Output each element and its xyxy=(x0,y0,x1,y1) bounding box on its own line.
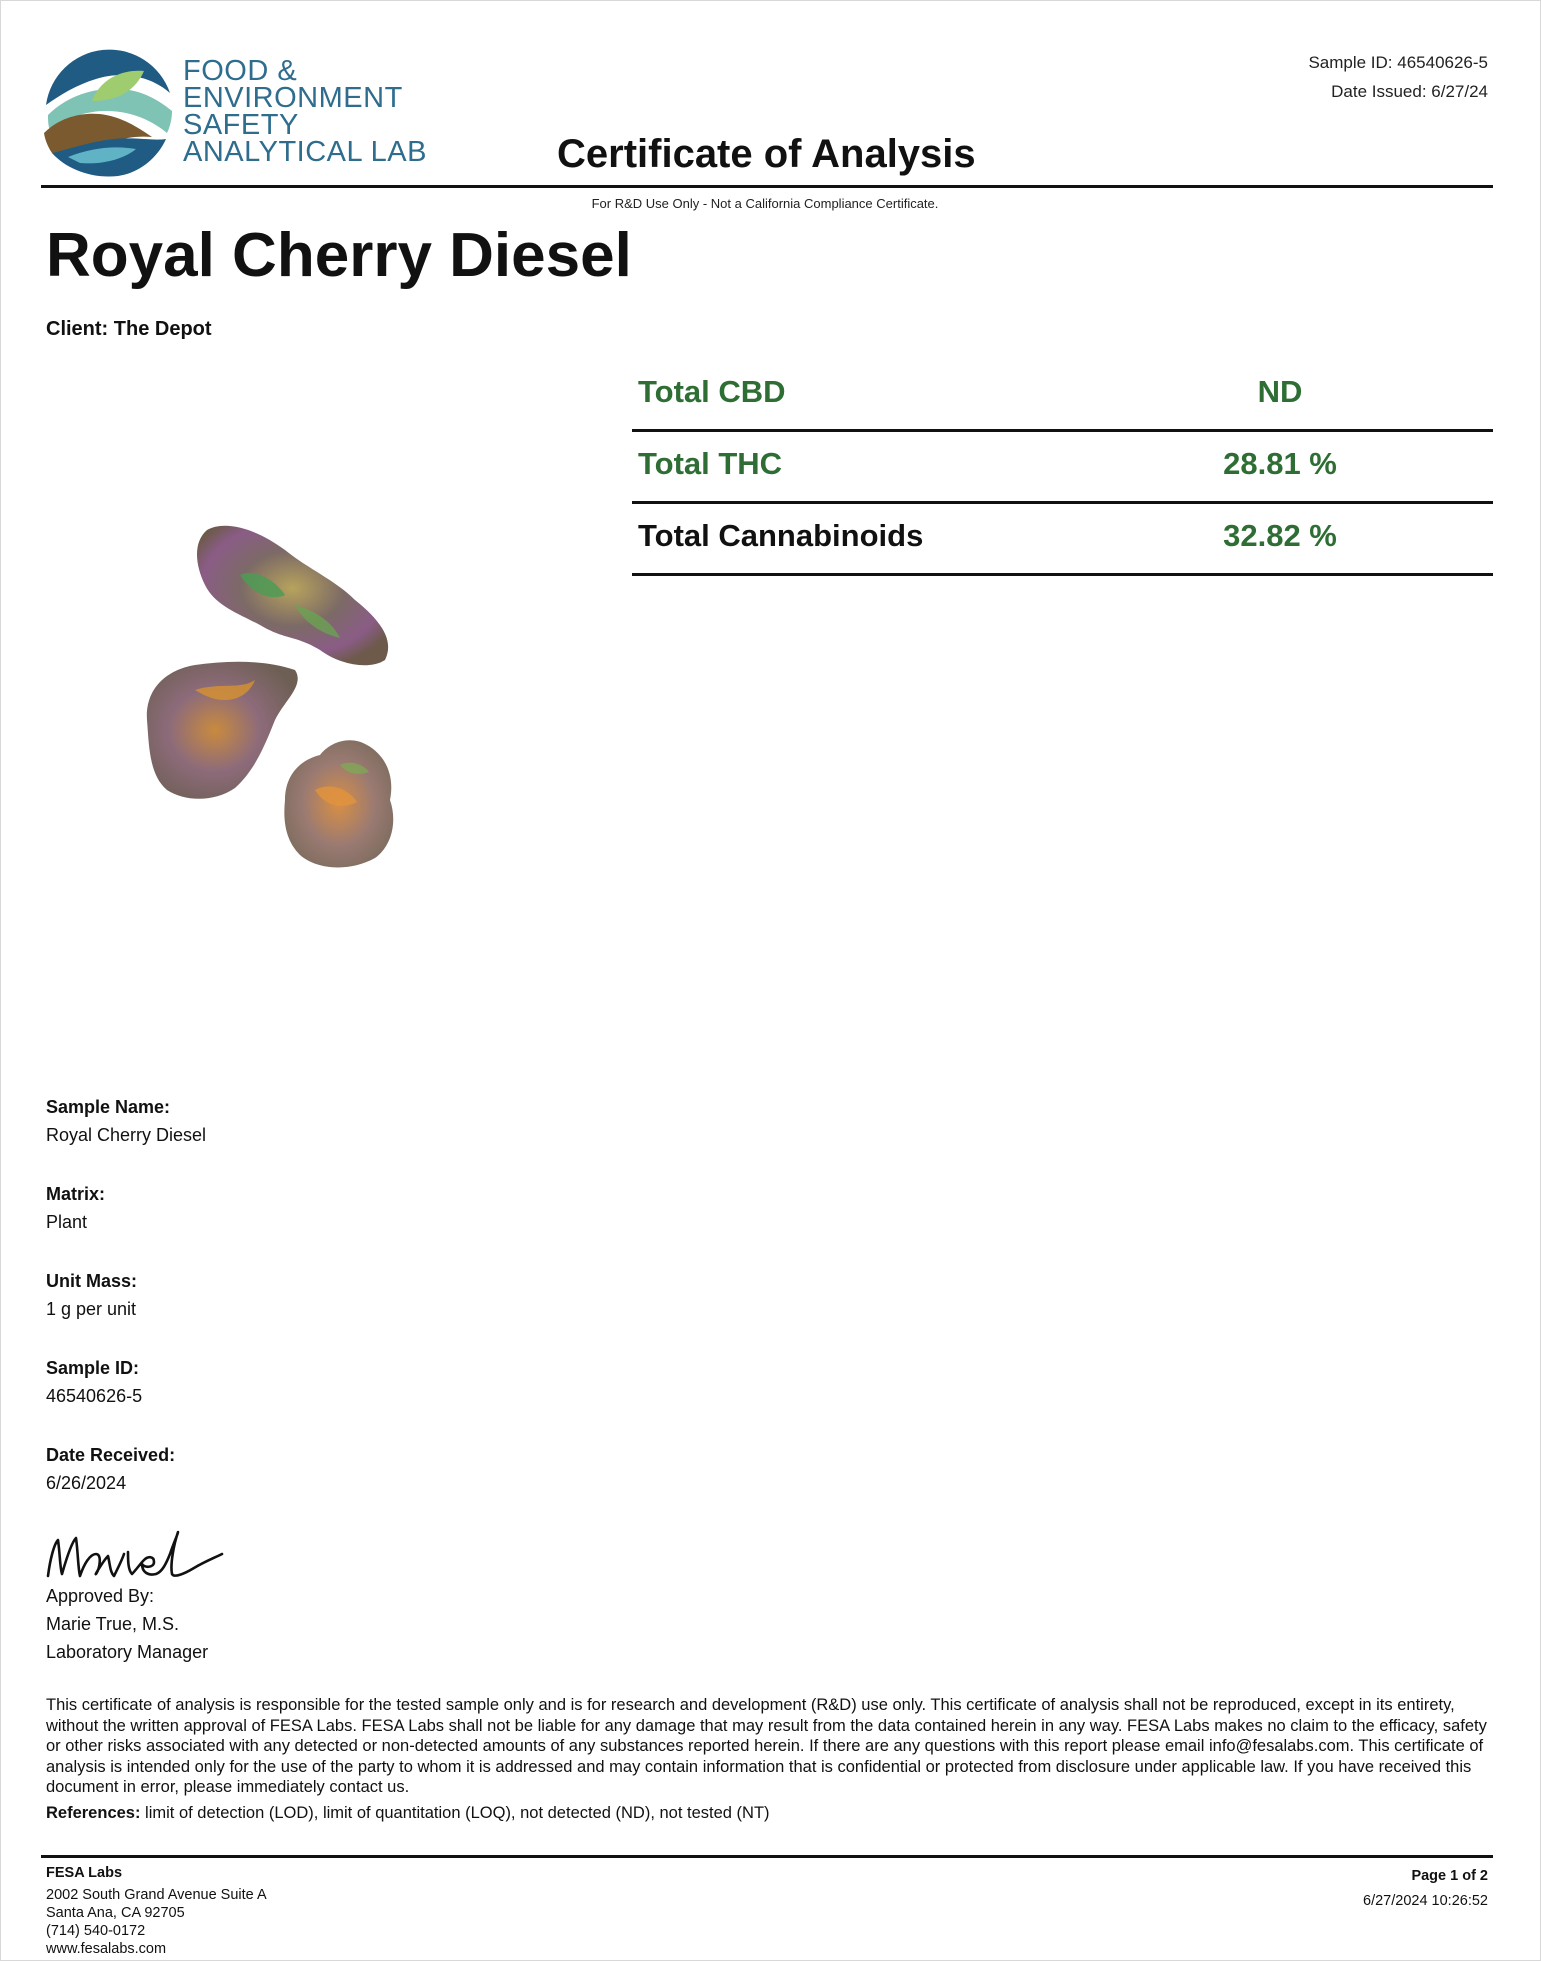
total-thc-row xyxy=(632,432,1493,504)
detail-label: Sample Name: xyxy=(46,1097,171,1117)
references-label: References: xyxy=(46,1804,141,1822)
detail-date-received xyxy=(46,1442,646,1529)
detail-unit-mass xyxy=(46,1268,646,1355)
detail-value: Plant xyxy=(46,1212,88,1232)
total-label: Total Cannabinoids xyxy=(638,518,924,553)
total-label: Total CBD xyxy=(638,374,786,409)
logo-line: ENVIRONMENT xyxy=(183,82,403,114)
total-value: ND xyxy=(1257,374,1303,409)
references-text: limit of detection (LOD), limit of quantitation (LOQ), not detected (ND), not tested (NT) xyxy=(140,1804,770,1822)
generated-timestamp: 6/27/2024 10:26:52 xyxy=(1363,1893,1488,1909)
document-title: Certificate of Analysis xyxy=(557,132,976,176)
totals-table xyxy=(632,360,1493,576)
footer-address xyxy=(46,1864,267,1958)
footer-page-info xyxy=(1363,1864,1488,1914)
total-value: 32.82 % xyxy=(1223,518,1337,553)
footer-company: FESA Labs xyxy=(46,1865,123,1881)
detail-value: 46540626-5 xyxy=(46,1386,143,1406)
lab-logo-text xyxy=(183,55,427,168)
detail-label: Date Received: xyxy=(46,1445,176,1465)
page-number: Page 1 of 2 xyxy=(1411,1868,1488,1884)
footer-address-line2: Santa Ana, CA 92705 xyxy=(46,1905,185,1921)
client-name: Client: The Depot xyxy=(46,318,212,340)
rd-use-note: For R&D Use Only - Not a California Compliance Certificate. xyxy=(591,196,939,211)
disclaimer-text: This certificate of analysis is responsible for the tested sample only and is for research and development (R&D) use only. This certificate of analysis shall not be reproduced, except in its entirety, without the written approval of FESA Labs. FESA Labs shall not be liable for any damage that may result from the data contained herein in any way. FESA Labs makes no claim to the efficacy, safety or other risks associated with any detected or non-detected amounts of any substances reported herein. If there are any questions with this report please email info@fesalabs.com. This certificate of analysis is intended only for the use of the party to whom it is addressed and may contain information that is confidential or protected from disclosure under applicable law. If you have received this document in error, please immediately contact us. xyxy=(46,1696,1487,1796)
detail-label: Unit Mass: xyxy=(46,1271,138,1291)
footer-divider xyxy=(41,1855,1493,1858)
signature-image xyxy=(44,1524,224,1584)
detail-value: 1 g per unit xyxy=(46,1299,137,1319)
approver-role: Laboratory Manager xyxy=(46,1642,209,1662)
logo-line: ANALYTICAL LAB xyxy=(183,136,427,168)
detail-value: Royal Cherry Diesel xyxy=(46,1125,207,1145)
detail-value: 6/26/2024 xyxy=(46,1473,127,1493)
total-cbd-row xyxy=(632,360,1493,432)
product-name: Royal Cherry Diesel xyxy=(46,221,632,290)
header-date-issued: Date Issued: 6/27/24 xyxy=(1331,82,1488,101)
header-sample-id: Sample ID: 46540626-5 xyxy=(1308,53,1488,72)
logo-line: FOOD & xyxy=(183,55,298,87)
detail-label: Matrix: xyxy=(46,1184,106,1204)
total-value: 28.81 % xyxy=(1223,446,1337,481)
sample-meta xyxy=(1308,48,1488,106)
footer-phone: (714) 540-0172 xyxy=(46,1923,146,1939)
lab-logo-icon xyxy=(40,45,180,180)
approved-by-label: Approved By: xyxy=(46,1586,155,1606)
detail-sample-name xyxy=(46,1094,646,1181)
detail-matrix xyxy=(46,1181,646,1268)
approval-block xyxy=(46,1582,208,1666)
footer-address-line1: 2002 South Grand Avenue Suite A xyxy=(46,1887,267,1903)
sample-details xyxy=(46,1094,646,1529)
total-cannabinoids-row xyxy=(632,504,1493,576)
header-divider xyxy=(41,185,1493,188)
total-label: Total THC xyxy=(638,446,783,481)
footer-website: www.fesalabs.com xyxy=(46,1941,167,1957)
product-photo xyxy=(135,520,465,880)
approver-name: Marie True, M.S. xyxy=(46,1614,180,1634)
references-line xyxy=(46,1804,1498,1823)
detail-label: Sample ID: xyxy=(46,1358,140,1378)
logo-line: SAFETY xyxy=(183,109,299,141)
detail-sample-id xyxy=(46,1355,646,1442)
